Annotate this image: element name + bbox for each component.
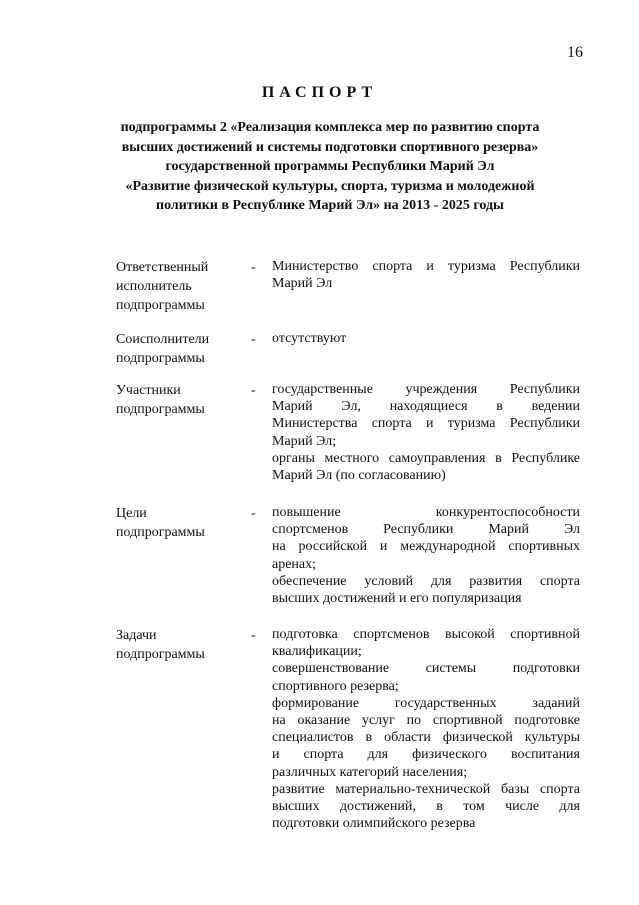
row-label-line: подпрограммы xyxy=(116,647,205,662)
row-value-line: спортивного резерва; xyxy=(272,678,399,694)
row-value-line: и спорта для физического воспитания xyxy=(272,747,580,763)
row-label xyxy=(116,626,246,664)
row-value-line: Марий Эл, находящиеся в ведении xyxy=(272,399,580,415)
row-value-line: аренах; xyxy=(272,556,317,572)
row-label-line: подпрограммы xyxy=(116,298,205,313)
row-value-line: квалификации; xyxy=(272,644,362,660)
subtitle-line: государственной программы Республики Марий Эл xyxy=(165,159,495,174)
row-value xyxy=(272,330,580,347)
row-value-line: обеспечение условий для развития спорта xyxy=(272,573,580,589)
row-value-line: высших достижений и его популяризация xyxy=(272,591,522,607)
row-dash: - xyxy=(251,260,256,275)
row-value-line: подготовки олимпийского резерва xyxy=(272,816,476,832)
subtitle-line: «Развитие физической культуры, спорта, туризма и молодежной xyxy=(125,178,535,194)
row-value-line: развитие материально-технической базы спорта xyxy=(272,781,580,797)
row-value-line: государственные учреждения Республики xyxy=(272,382,580,397)
row-value-line: Марий Эл xyxy=(272,276,333,292)
row-label xyxy=(116,258,246,315)
document-title: ПАСПОРТ xyxy=(261,84,378,101)
row-dash: - xyxy=(251,332,256,347)
row-value xyxy=(272,626,580,832)
row-value-line: Министерство спорта и туризма Республики xyxy=(272,259,580,274)
row-value-line: повышение конкурентоспособности xyxy=(272,505,580,520)
row-value-line: Марий Эл; xyxy=(272,433,337,449)
row-value-line: высших достижений, в том числе для xyxy=(272,799,580,815)
row-value-line: на российской и международной спортивных xyxy=(272,539,580,555)
row-label-line: Задачи xyxy=(116,628,157,643)
row-value-line: специалистов в области физической культуры xyxy=(272,730,580,746)
row-dash: - xyxy=(251,506,256,521)
row-value-line: совершенствование системы подготовки xyxy=(272,661,580,677)
row-label-line: исполнитель xyxy=(116,279,192,294)
row-value-line: органы местного самоуправления в Республике xyxy=(272,450,580,466)
row-label-line: подпрограммы xyxy=(116,351,205,366)
row-value-line: Министерства спорта и туризма Республики xyxy=(272,416,580,432)
row-label-line: подпрограммы xyxy=(116,525,205,540)
row-value-line: подготовка спортсменов высокой спортивной xyxy=(272,627,580,642)
row-label-line: Цели xyxy=(116,506,147,521)
row-value xyxy=(272,504,580,607)
row-label xyxy=(116,381,246,419)
row-value-line: различных категорий населения; xyxy=(272,764,468,780)
row-label xyxy=(116,330,246,368)
row-label-line: Соисполнители xyxy=(116,332,210,347)
row-value xyxy=(272,258,580,292)
subtitle-line: политики в Республике Марий Эл» на 2013 - 2025 годы xyxy=(156,198,504,213)
row-label xyxy=(116,504,246,542)
row-value xyxy=(272,381,580,484)
row-value-line: формирование государственных заданий xyxy=(272,695,580,711)
row-label-line: подпрограммы xyxy=(116,402,205,417)
row-dash: - xyxy=(251,383,256,398)
document-subtitle xyxy=(100,118,560,216)
page-number: 16 xyxy=(567,44,583,61)
subtitle-line: подпрограммы 2 «Реализация комплекса мер по развитию спорта xyxy=(120,120,540,135)
row-label-line: Ответственный xyxy=(116,260,209,275)
row-value-line: отсутствуют xyxy=(272,331,347,346)
row-value-line: Марий Эл (по согласованию) xyxy=(272,468,446,484)
row-value-line: на оказание услуг по спортивной подготовке xyxy=(272,713,580,729)
row-value-line: спортсменов Республики Марий Эл xyxy=(272,522,580,538)
row-label-line: Участники xyxy=(116,383,181,398)
subtitle-line: высших достижений и системы подготовки спортивного резерва» xyxy=(121,139,539,155)
row-dash: - xyxy=(251,628,256,643)
